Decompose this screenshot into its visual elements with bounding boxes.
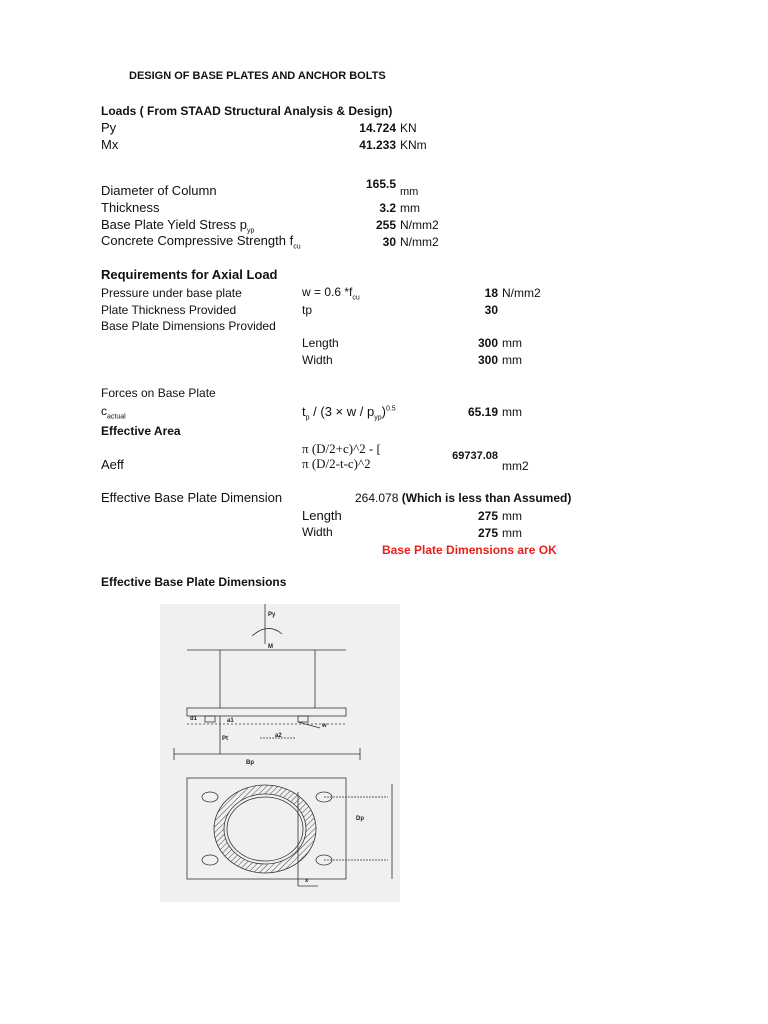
- width-unit: mm: [502, 353, 522, 367]
- effective-length-value: 275: [477, 509, 498, 523]
- fig-label-w: w: [322, 723, 327, 729]
- pressure-formula: w = 0.6 $*f_{cu}$: [302, 285, 360, 302]
- aeff-unit: mm2: [502, 459, 529, 473]
- length-unit: mm: [502, 336, 522, 350]
- length-value: 300: [477, 336, 498, 350]
- thickness-unit: mm: [400, 201, 420, 215]
- dims-provided-label: Base Plate Dimensions Provided: [101, 319, 276, 333]
- dimensions-ok-message: Base Plate Dimensions are OK: [382, 543, 557, 557]
- loads-heading: Loads ( From STAAD Structural Analysis & Design): [101, 104, 393, 118]
- c-unit: mm: [502, 405, 522, 419]
- py-value: 14.724: [359, 121, 396, 135]
- effective-width-value: 275: [477, 526, 498, 540]
- fig-label-m: M: [268, 644, 273, 650]
- length-label: Length: [302, 336, 339, 350]
- aeff-formula-line2: π (D/2-t-c)^2: [302, 456, 371, 471]
- py-label: Py: [101, 120, 117, 135]
- aeff-value: 69737.08: [452, 450, 498, 462]
- diameter-value: 165.5: [365, 177, 396, 191]
- fig-label-pt: Pt: [222, 736, 228, 742]
- fig-label-bp: Bp: [246, 760, 254, 766]
- base-plate-dimensions-heading: Effective Base Plate Dimensions: [101, 575, 287, 589]
- fig-label-x: x: [305, 878, 309, 884]
- pressure-label: Pressure under base plate: [101, 286, 242, 300]
- pressure-unit: N/mm2: [502, 286, 541, 300]
- fig-label-dp: Dp: [356, 816, 364, 822]
- thickness-label: Thickness: [101, 200, 160, 215]
- effective-length-label: Length: [302, 508, 342, 523]
- fig-label-d1: d1: [190, 716, 198, 722]
- axial-heading: Requirements for Axial Load: [101, 267, 278, 282]
- effective-length-unit: mm: [502, 509, 522, 523]
- yield-unit: N/mm2: [400, 218, 439, 232]
- aeff-label: Aeff: [101, 457, 124, 472]
- thickness-value: 3.2: [379, 201, 396, 215]
- page-title: DESIGN OF BASE PLATES AND ANCHOR BOLTS: [129, 70, 386, 82]
- effective-dimension-value: 264.078 (Which is less than Assumed): [355, 491, 572, 505]
- c-actual-label: $c_{actual}$: [101, 404, 126, 421]
- plate-thickness-label: Plate Thickness Provided: [101, 303, 237, 317]
- py-unit: KN: [400, 121, 417, 135]
- effective-dimension-label: Effective Base Plate Dimension: [101, 490, 283, 505]
- diameter-unit: mm: [400, 186, 419, 198]
- concrete-value: 30: [382, 235, 396, 249]
- mx-unit: KNm: [400, 138, 427, 152]
- fig-label-a2: a2: [275, 733, 282, 739]
- fig-label-a1: a1: [227, 718, 234, 724]
- effective-width-label: Width: [302, 525, 333, 539]
- plate-thickness-formula: tp: [302, 303, 313, 317]
- c-value: 65.19: [467, 405, 498, 419]
- yield-value: 255: [375, 218, 396, 232]
- fig-label-py: Py: [268, 612, 276, 618]
- effective-width-unit: mm: [502, 526, 522, 540]
- c-formula: $t_p / (3 \times w / p_{yp})^{0.5}$: [302, 404, 396, 422]
- diameter-label: Diameter of Column: [101, 183, 217, 198]
- concrete-unit: N/mm2: [400, 235, 439, 249]
- yield-label: Base Plate Yield Stress $p_{yp}$: [101, 217, 255, 235]
- effective-area-heading: Effective Area: [101, 424, 181, 438]
- pressure-value: 18: [484, 286, 498, 300]
- base-plate-diagram: [160, 604, 400, 902]
- width-label: Width: [302, 353, 333, 367]
- mx-value: 41.233: [359, 138, 396, 152]
- plate-thickness-value: 30: [484, 303, 498, 317]
- concrete-label: Concrete Compressive Strength $f_{cu}$: [101, 233, 301, 251]
- width-value: 300: [477, 353, 498, 367]
- aeff-formula-line1: π (D/2+c)^2 - [: [302, 441, 381, 456]
- forces-heading: Forces on Base Plate: [101, 386, 216, 400]
- mx-label: Mx: [101, 137, 119, 152]
